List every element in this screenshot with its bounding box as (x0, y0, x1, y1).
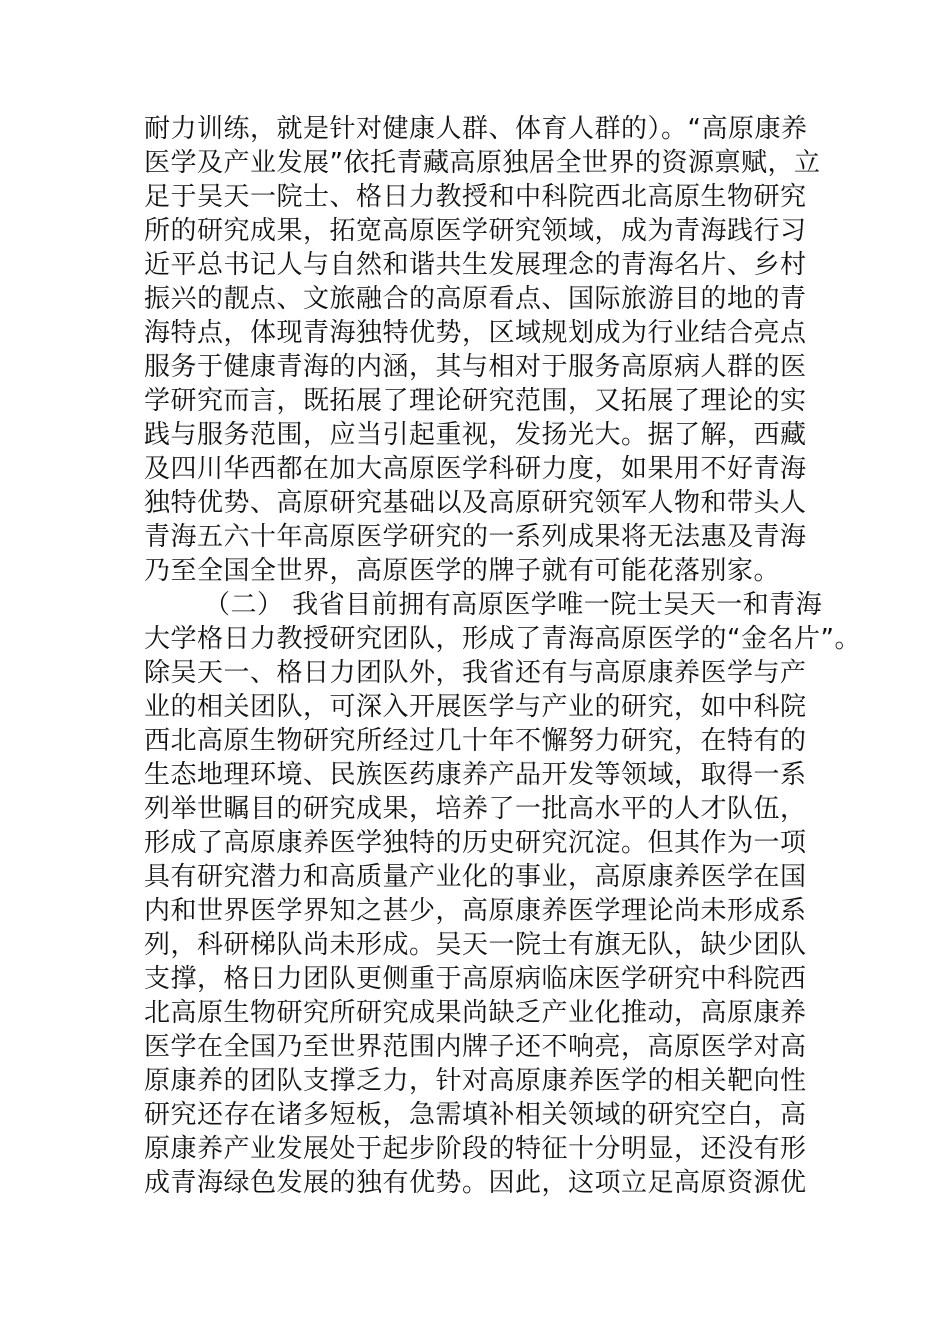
text-line: 西北高原生物研究所经过几十年不懈努力研究，在特有的 (144, 726, 807, 756)
text-line: 成青海绿色发展的独有优势。因此，这项立足高原资源优 (144, 1168, 807, 1198)
text-line: 原康养的团队支撑乏力，针对高原康养医学的相关靶向性 (144, 1066, 807, 1096)
text-line: 除吴天一、格日力团队外，我省还有与高原康养医学与产 (144, 658, 807, 688)
text-line: 所的研究成果，拓宽高原医学研究领域，成为青海践行习 (144, 216, 807, 246)
text-line: 内和世界医学界知之甚少，高原康养医学理论尚未形成系 (144, 896, 807, 926)
text-line: 近平总书记人与自然和谐共生发展理念的青海名片、乡村 (144, 250, 807, 280)
text-line: 形成了高原康养医学独特的历史研究沉淀。但其作为一项 (144, 828, 807, 858)
text-line: 大学格日力教授研究团队，形成了青海高原医学的“金名片”。 (144, 624, 861, 654)
text-line: （二） 我省目前拥有高原医学唯一院士吴天一和青海 (204, 590, 823, 620)
text-line: 青海五六十年高原医学研究的一系列成果将无法惠及青海 (144, 522, 807, 552)
paragraph-2 (144, 588, 861, 1200)
text-line: 列举世瞩目的研究成果，培养了一批高水平的人才队伍， (144, 794, 807, 824)
text-line: 践与服务范围，应当引起重视，发扬光大。据了解，西藏 (144, 420, 807, 450)
text-line: 独特优势、高原研究基础以及高原研究领军人物和带头人 (144, 488, 807, 518)
text-line: 医学在全国乃至世界范围内牌子还不响亮，高原医学对高 (144, 1032, 807, 1062)
text-line: 耐力训练，就是针对健康人群、体育人群的）。“高原康养 (144, 114, 808, 144)
paragraph-1 (144, 112, 824, 588)
text-line: 生态地理环境、民族医药康养产品开发等领域，取得一系 (144, 760, 807, 790)
text-line: 支撑，格日力团队更侧重于高原病临床医学研究中科院西 (144, 964, 807, 994)
text-line: 北高原生物研究所研究成果尚缺乏产业化推动，高原康养 (144, 998, 807, 1028)
text-line: 原康养产业发展处于起步阶段的特征十分明显，还没有形 (144, 1134, 807, 1164)
text-line: 医学及产业发展”依托青藏高原独居全世界的资源禀赋，立 (144, 148, 821, 178)
text-line: 海特点，体现青海独特优势，区域规划成为行业结合亮点 (144, 318, 807, 348)
text-line: 乃至全国全世界，高原医学的牌子就有可能花落别家。 (144, 556, 781, 586)
text-line: 列，科研梯队尚未形成。吴天一院士有旗无队，缺少团队 (144, 930, 807, 960)
text-line: 振兴的靓点、文旅融合的高原看点、国际旅游目的地的青 (144, 284, 807, 314)
text-line: 具有研究潜力和高质量产业化的事业，高原康养医学在国 (144, 862, 807, 892)
text-line: 足于吴天一院士、格日力教授和中科院西北高原生物研究 (144, 182, 807, 212)
body-text (144, 112, 861, 1200)
text-line: 学研究而言，既拓展了理论研究范围，又拓展了理论的实 (144, 386, 807, 416)
text-line: 服务于健康青海的内涵，其与相对于服务高原病人群的医 (144, 352, 807, 382)
text-line: 及四川华西都在加大高原医学科研力度，如果用不好青海 (144, 454, 807, 484)
text-line: 业的相关团队，可深入开展医学与产业的研究，如中科院 (144, 692, 807, 722)
text-line: 研究还存在诸多短板，急需填补相关领域的研究空白，高 (144, 1100, 807, 1130)
